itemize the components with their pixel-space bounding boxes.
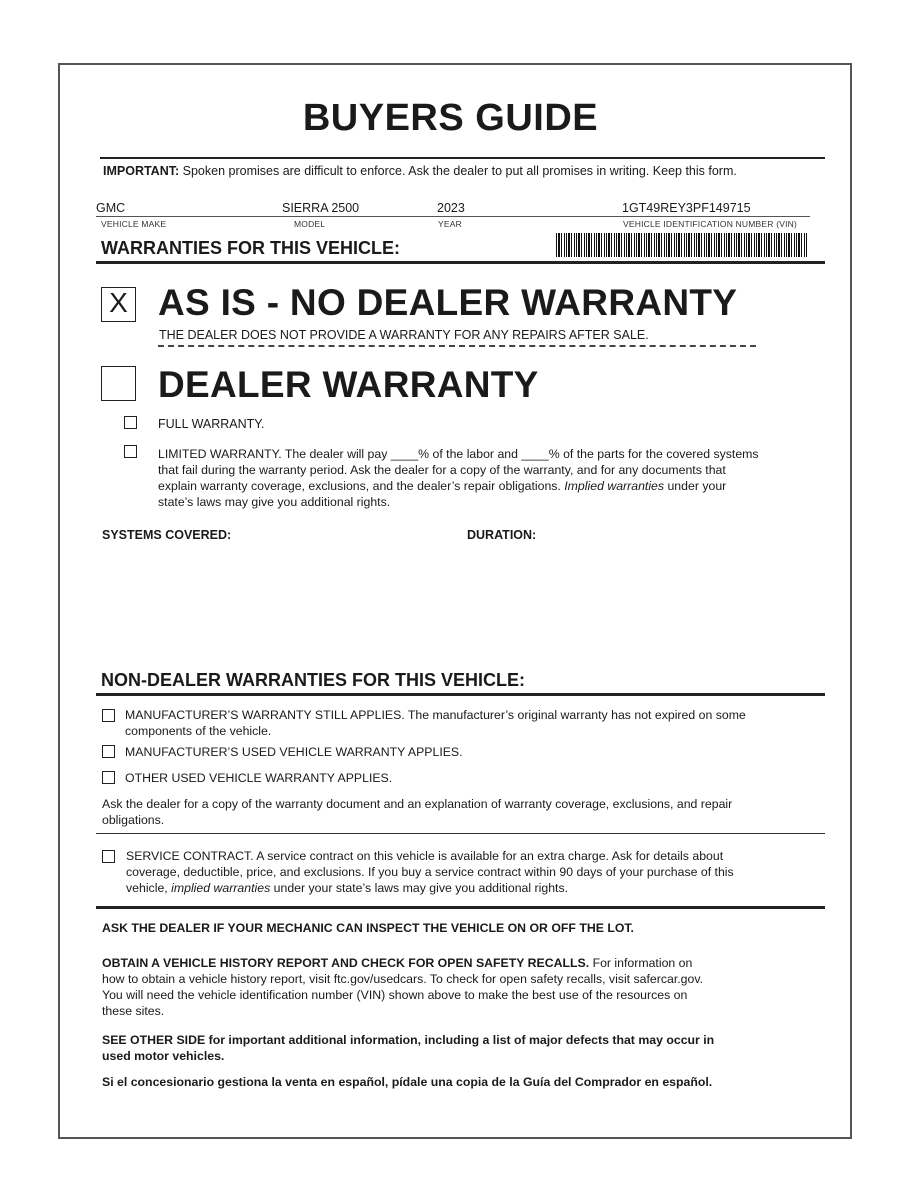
- manufacturer-warranty-checkbox[interactable]: [102, 709, 115, 722]
- as-is-subtitle: THE DEALER DOES NOT PROVIDE A WARRANTY FOR ANY REPAIRS AFTER SALE.: [159, 328, 649, 342]
- as-is-checkbox[interactable]: [101, 287, 136, 322]
- service-contract-text-1: SERVICE CONTRACT. A service contract on this vehicle is available for an extra charge. Ask for details about: [126, 849, 724, 863]
- important-text: Spoken promises are difficult to enforce. Ask the dealer to put all promises in writing. Keep this form.: [182, 164, 737, 178]
- limited-warranty-text-3: [158, 478, 726, 494]
- warranties-heading: WARRANTIES FOR THIS VEHICLE:: [101, 238, 401, 258]
- warranty-note-2: obligations.: [102, 813, 165, 827]
- service-contract-checkbox[interactable]: [102, 850, 115, 863]
- vehicle-year-label: YEAR: [438, 219, 462, 229]
- other-side-text-2: used motor vehicles.: [102, 1049, 225, 1063]
- checkmark-x: X: [109, 287, 128, 318]
- dealer-warranty-title: DEALER WARRANTY: [158, 364, 539, 405]
- history-text-1: [102, 955, 692, 971]
- divider: [96, 261, 825, 264]
- vehicle-model-label: MODEL: [294, 219, 326, 229]
- duration-label: DURATION:: [467, 528, 537, 542]
- limited-warranty-text-4: state’s laws may give you additional rights.: [158, 495, 391, 509]
- history-text-2: how to obtain a vehicle history report, visit ftc.gov/usedcars. To check for open safety recalls, visit safercar.gov.: [102, 972, 704, 986]
- divider: [96, 693, 825, 696]
- history-text-3: You will need the vehicle identification number (VIN) shown above to make the best use of the resources on: [102, 988, 688, 1002]
- as-is-title: AS IS - NO DEALER WARRANTY: [158, 282, 738, 323]
- manufacturer-warranty-text-2: components of the vehicle.: [125, 724, 272, 738]
- spanish-notice: Si el concesionario gestiona la venta en español, pídale una copia de la Guía del Comprador en español.: [102, 1075, 713, 1089]
- service-implied-italic: implied warranties: [171, 881, 271, 895]
- limited-text-3c: under your: [667, 479, 727, 493]
- non-dealer-heading: NON-DEALER WARRANTIES FOR THIS VEHICLE:: [101, 670, 526, 690]
- inspect-notice: ASK THE DEALER IF YOUR MECHANIC CAN INSPECT THE VEHICLE ON OR OFF THE LOT.: [102, 921, 634, 935]
- important-label: IMPORTANT:: [103, 164, 180, 178]
- used-vehicle-warranty-label: MANUFACTURER’S USED VEHICLE WARRANTY APPLIES.: [125, 745, 463, 759]
- other-warranty-label: OTHER USED VEHICLE WARRANTY APPLIES.: [125, 771, 393, 785]
- vehicle-vin: 1GT49REY3PF149715: [622, 201, 751, 215]
- service-contract-text-2: coverage, deductible, price, and exclusions. If you buy a service contract within 90 days of your purchase of this: [126, 865, 734, 879]
- limited-text-3a: explain warranty coverage, exclusions, and the dealer’s repair obligations.: [158, 479, 561, 493]
- divider: [100, 157, 825, 159]
- implied-warranties-italic: Implied warranties: [564, 479, 665, 493]
- history-info: For information on: [592, 956, 693, 970]
- dashed-separator: [158, 345, 756, 347]
- vehicle-year: 2023: [437, 201, 465, 215]
- used-vehicle-warranty-checkbox[interactable]: [102, 745, 115, 758]
- full-warranty-label: FULL WARRANTY.: [158, 417, 265, 431]
- systems-covered-label: SYSTEMS COVERED:: [102, 528, 232, 542]
- vehicle-vin-label: VEHICLE IDENTIFICATION NUMBER (VIN): [623, 219, 798, 229]
- vin-barcode: [556, 233, 808, 257]
- page-title: BUYERS GUIDE: [302, 97, 599, 139]
- manufacturer-warranty-text-1: MANUFACTURER’S WARRANTY STILL APPLIES. The manufacturer’s original warranty has not expired on some: [125, 708, 746, 722]
- divider: [96, 833, 825, 834]
- other-side-text-1: SEE OTHER SIDE for important additional information, including a list of major defects that may occur in: [102, 1033, 715, 1047]
- history-text-4: these sites.: [102, 1004, 165, 1018]
- vehicle-make: GMC: [96, 201, 126, 215]
- vehicle-model: SIERRA 2500: [282, 201, 360, 215]
- important-notice: [103, 164, 737, 178]
- full-warranty-checkbox[interactable]: [124, 416, 137, 429]
- divider: [96, 216, 810, 217]
- service-text-3c: under your state’s laws may give you additional rights.: [273, 881, 569, 895]
- history-bold: OBTAIN A VEHICLE HISTORY REPORT AND CHECK FOR OPEN SAFETY RECALLS.: [102, 956, 590, 970]
- vehicle-make-label: VEHICLE MAKE: [101, 219, 167, 229]
- other-warranty-checkbox[interactable]: [102, 771, 115, 784]
- limited-warranty-text-2: that fail during the warranty period. Ask the dealer for a copy of the warranty, and for any documents that: [158, 463, 726, 477]
- limited-warranty-text-1: LIMITED WARRANTY. The dealer will pay ____% of the labor and ____% of the parts for the covered systems: [158, 447, 759, 461]
- service-text-3a: vehicle,: [126, 881, 168, 895]
- service-contract-text-3: [126, 880, 568, 896]
- divider: [96, 906, 825, 909]
- limited-warranty-checkbox[interactable]: [124, 445, 137, 458]
- dealer-warranty-checkbox[interactable]: [101, 366, 136, 401]
- warranty-note-1: Ask the dealer for a copy of the warranty document and an explanation of warranty coverage, exclusions, and repair: [102, 797, 733, 811]
